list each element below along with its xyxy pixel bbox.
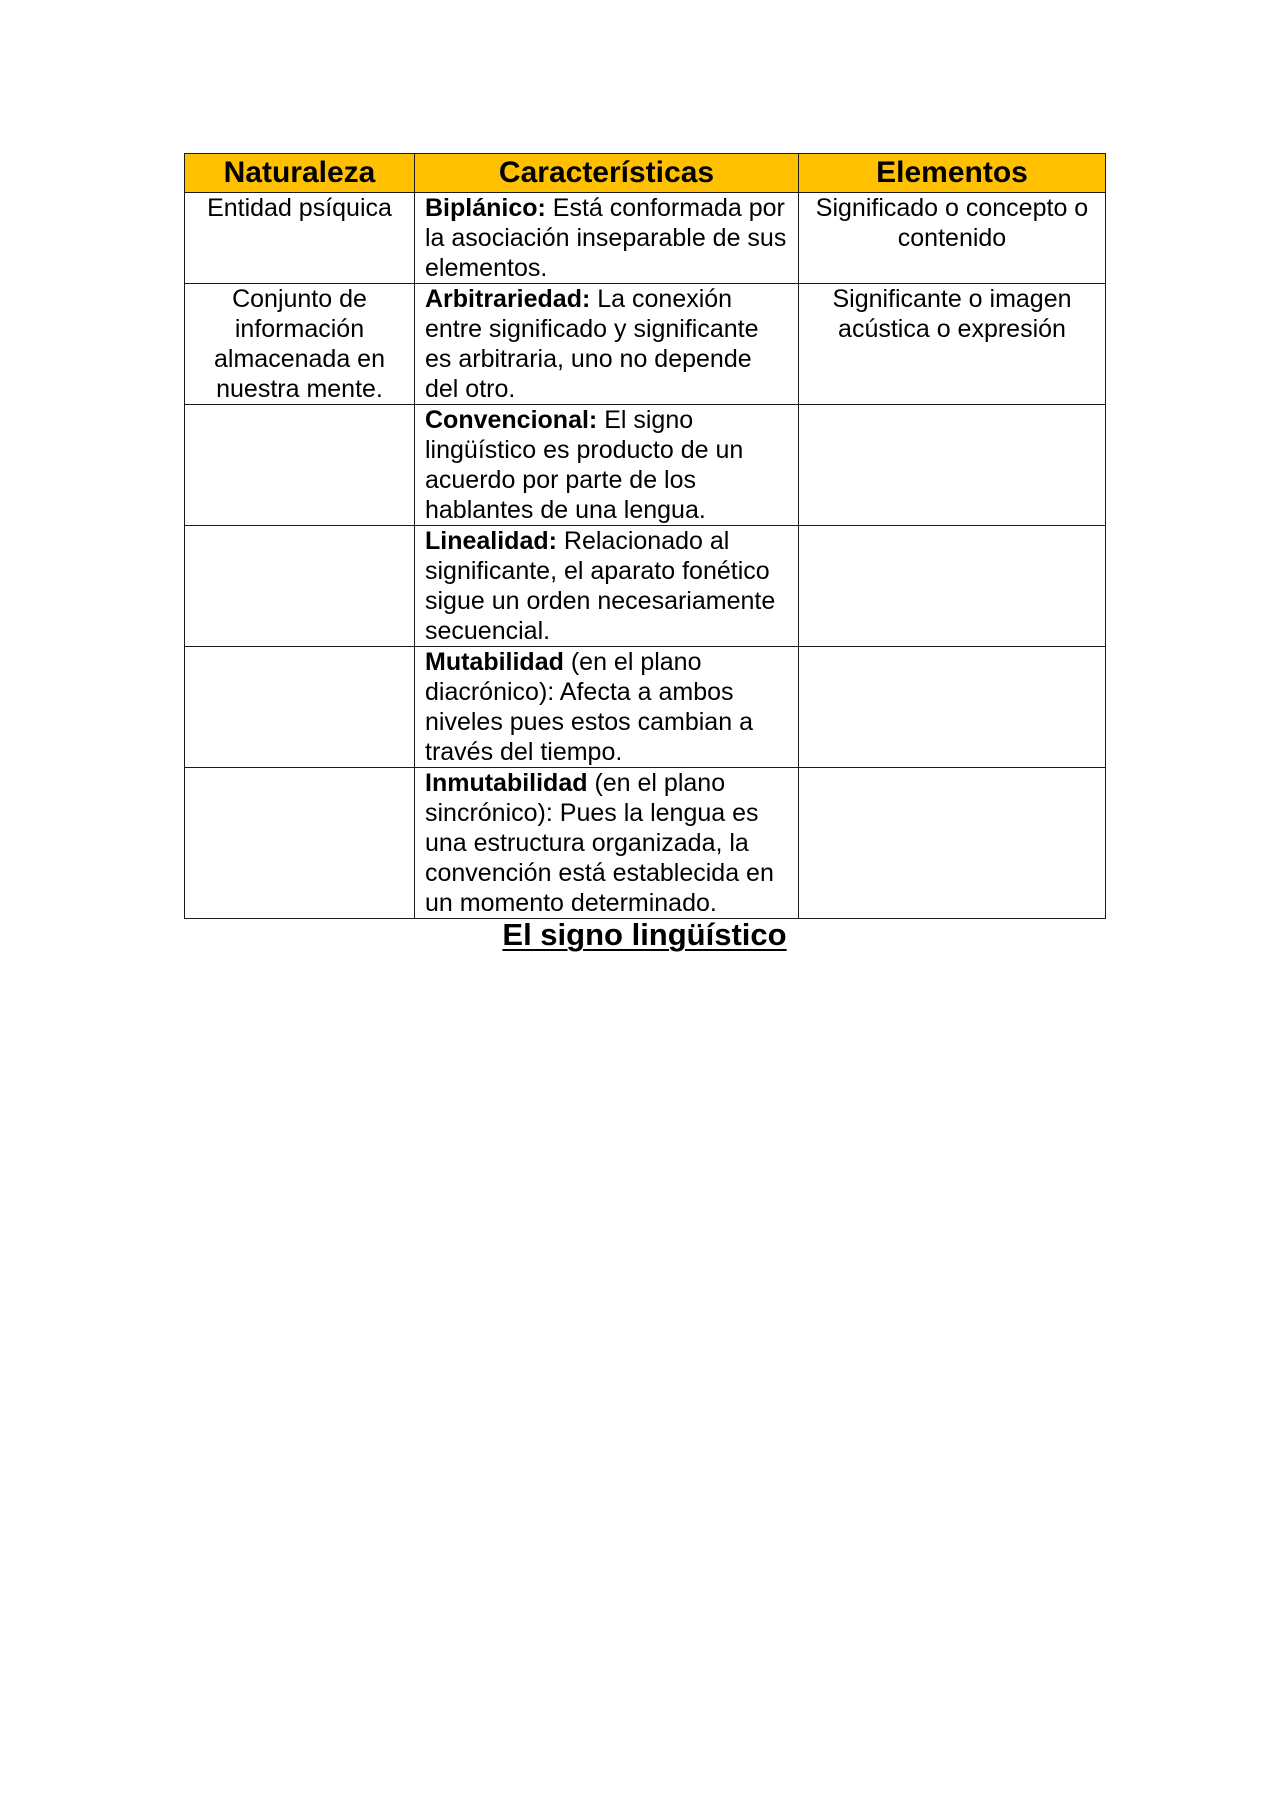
table-row [185,193,1106,284]
caracteristica-desc: El signo lingüístico es producto de un acuerdo por parte de los hablantes de una lengua. [425,406,744,524]
table-header-row [185,154,1106,193]
table-row [185,526,1106,647]
header-caracteristicas: Características [415,154,799,193]
signo-linguistico-table [184,153,1106,919]
caracteristica-cell [415,526,799,647]
naturaleza-cell: Entidad psíquica [185,193,415,284]
caracteristica-desc: (en el plano diacrónico): Afecta a ambos niveles pues estos cambian a través del tiempo. [425,648,753,766]
naturaleza-cell [185,526,415,647]
elemento-cell [799,647,1106,768]
caracteristica-term: Biplánico: [425,194,546,222]
header-naturaleza: Naturaleza [185,154,415,193]
caracteristica-desc: La conexión entre significado y significante es arbitraria, uno no depende del otro. [425,285,759,403]
caracteristica-cell [415,405,799,526]
elemento-cell [799,526,1106,647]
naturaleza-cell [185,405,415,526]
caracteristica-term: Linealidad: [425,527,557,555]
caracteristica-term: Inmutabilidad [425,769,588,797]
table-row [185,405,1106,526]
naturaleza-cell [185,768,415,919]
caracteristica-desc: (en el plano sincrónico): Pues la lengua es una estructura organizada, la convención está establecida en un momento determinado. [425,769,774,917]
elemento-cell [799,405,1106,526]
elemento-cell: Significado o concepto o contenido [799,193,1106,284]
caracteristica-cell [415,647,799,768]
caracteristica-term: Mutabilidad [425,648,564,676]
caracteristica-desc: Relacionado al significante, el aparato fonético sigue un orden necesariamente secuencial. [425,527,776,645]
naturaleza-cell: Conjunto de información almacenada en nuestra mente. [185,284,415,405]
naturaleza-cell [185,647,415,768]
table-row [185,768,1106,919]
caption-text: El signo lingüístico [502,917,787,952]
caracteristica-term: Convencional: [425,406,598,434]
elemento-cell: Significante o imagen acústica o expresión [799,284,1106,405]
caracteristica-cell [415,768,799,919]
table-row [185,284,1106,405]
table-caption [184,915,1105,955]
caracteristica-cell [415,193,799,284]
caracteristica-cell [415,284,799,405]
header-elementos: Elementos [799,154,1106,193]
caracteristica-desc: Está conformada por la asociación inseparable de sus elementos. [425,194,787,282]
caracteristica-term: Arbitrariedad: [425,285,591,313]
table-row [185,647,1106,768]
elemento-cell [799,768,1106,919]
